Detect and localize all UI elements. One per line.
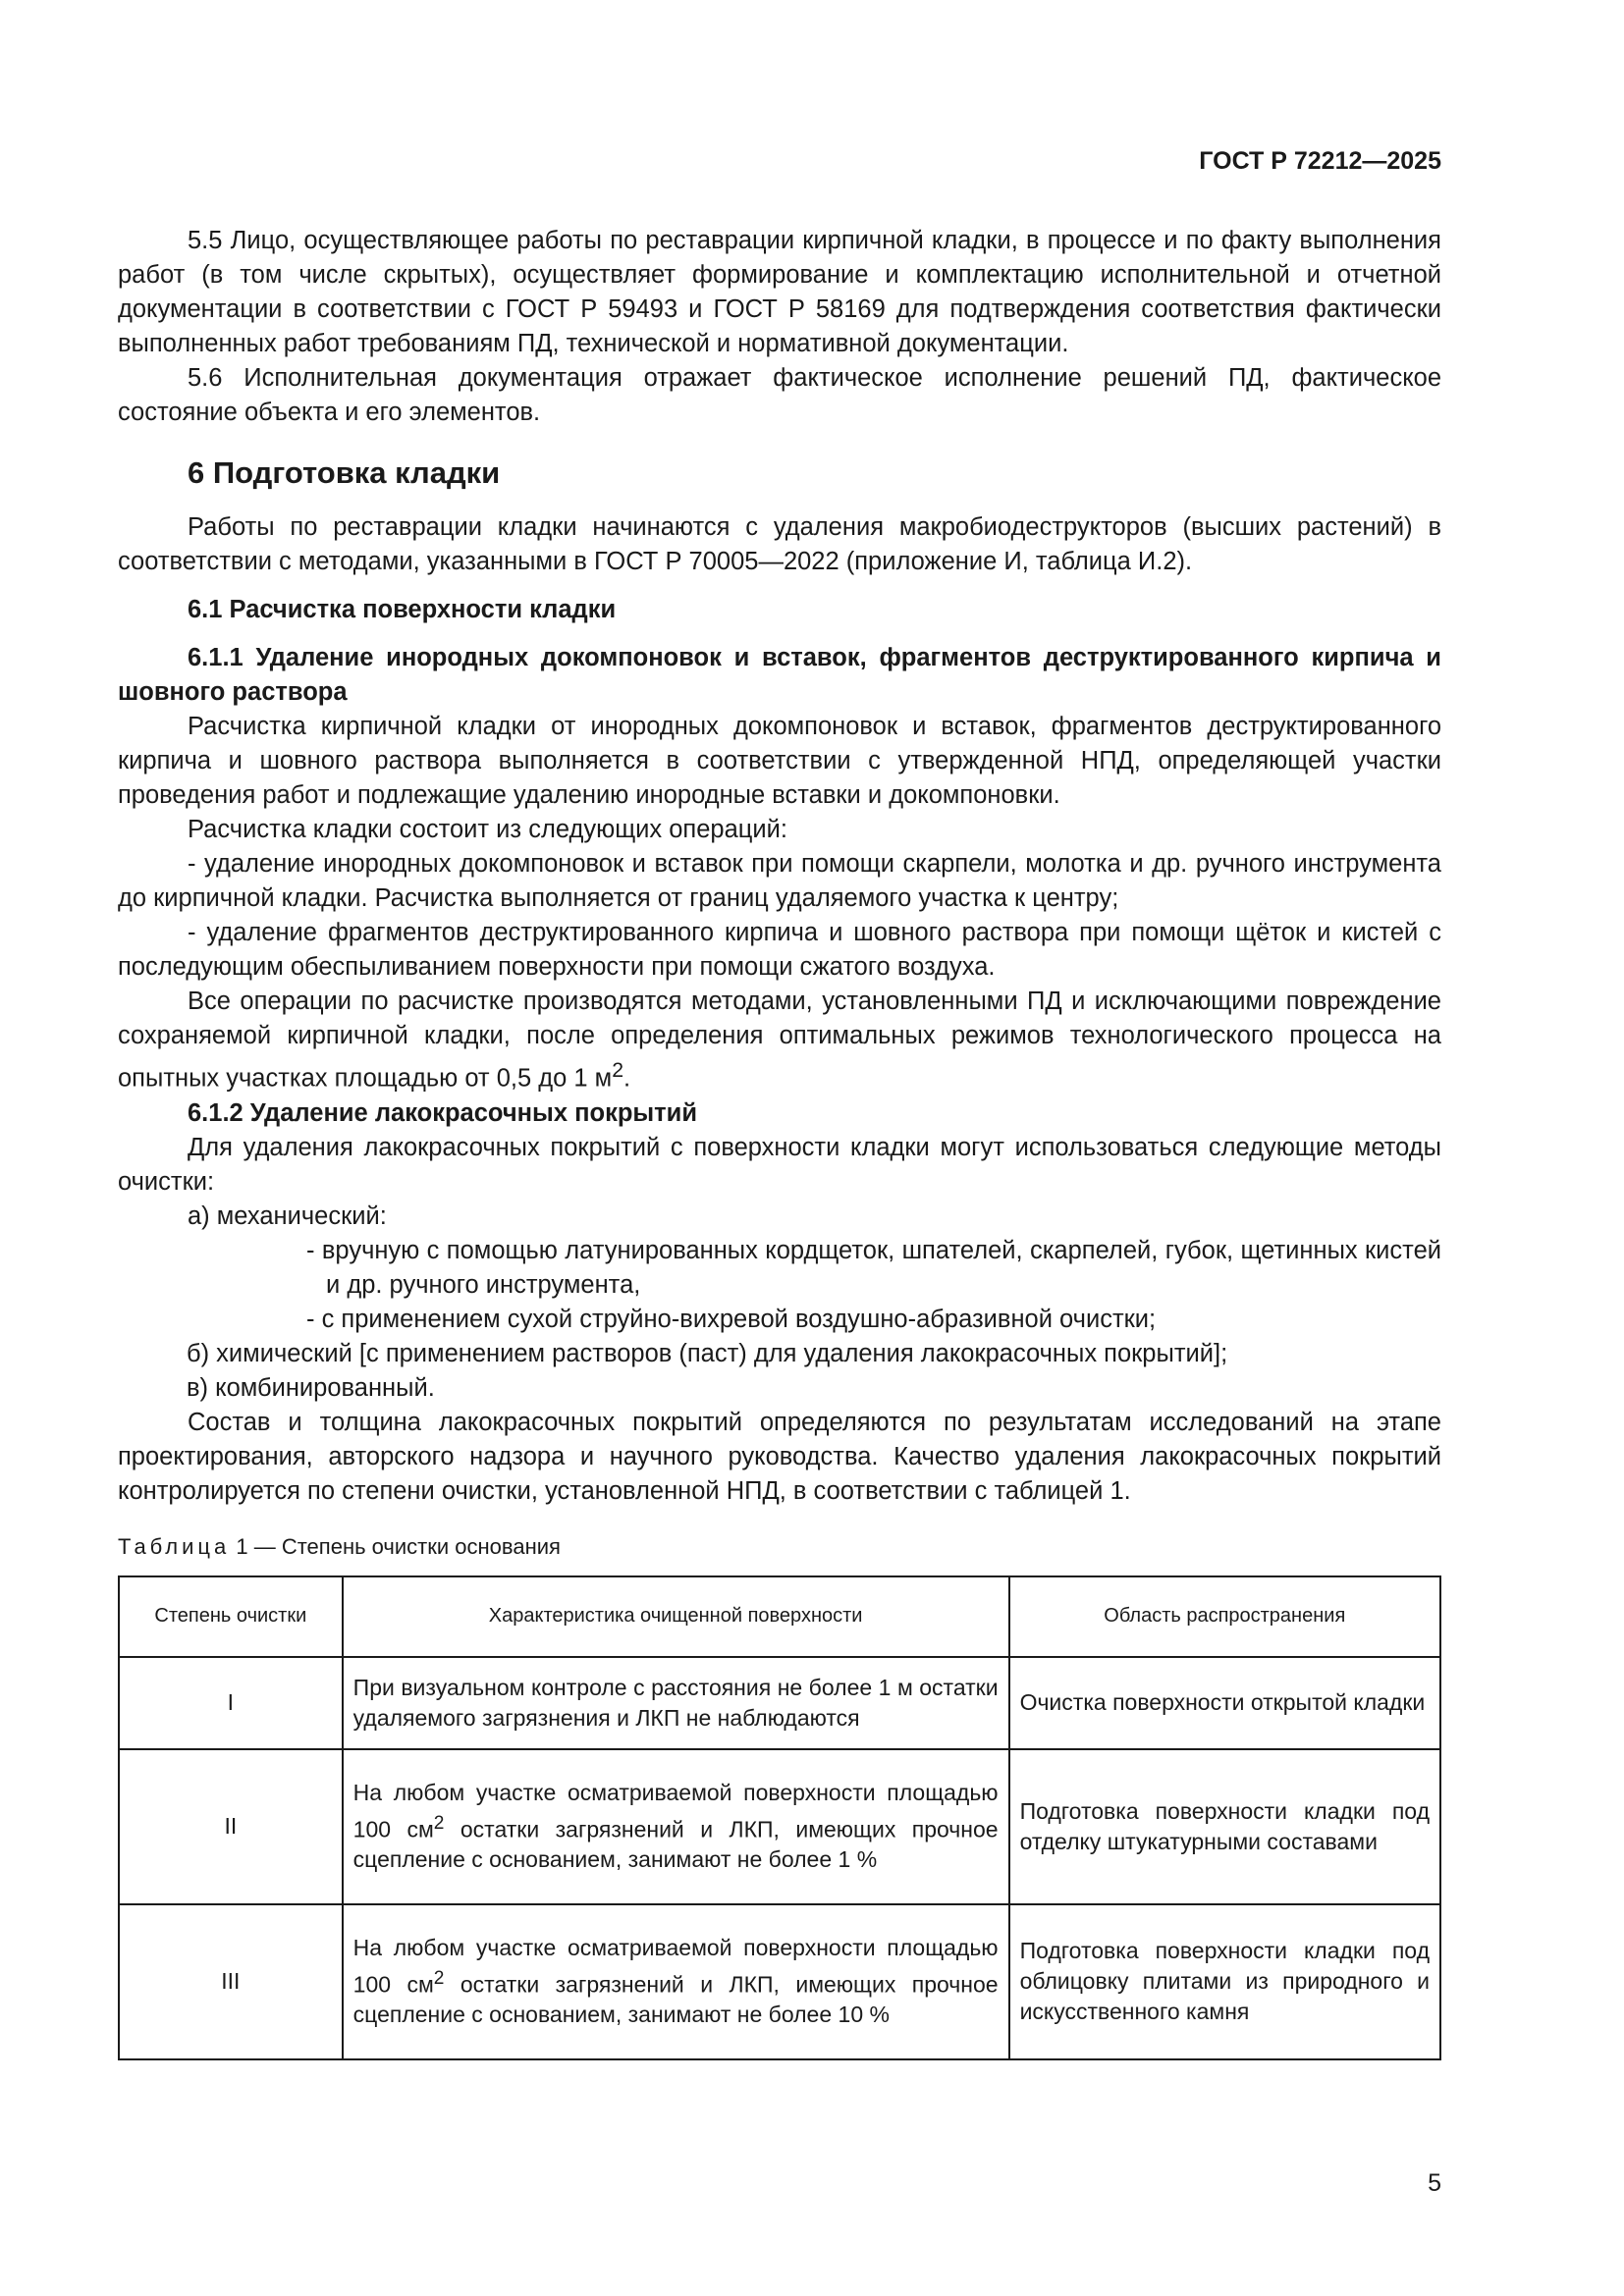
column-header-area: Область распространения (1009, 1576, 1440, 1657)
cell-degree: I (119, 1657, 343, 1749)
column-header-degree: Степень очистки (119, 1576, 343, 1657)
list-item-a: а) механический: (188, 1201, 387, 1230)
dash-item-1: - удаление инородных докомпоновок и вставок при помощи скарпели, молотка и др. ручного инструмента до кирпичной кладки. Расчистка выполняется от границ удаляемого участка к центру; (118, 850, 1441, 912)
paragraph-6-1-2-b: Состав и толщина лакокрасочных покрытий определяются по результатам исследований на этапе проектирования, авторского надзора и научного руководства. Качество удаления лакокрасочных покрытий контролируется по степени очистки, установленной НПД, в соответствии с таблицей 1. (118, 1408, 1441, 1505)
list-item-b: б) химический [с применением растворов (паст) для удаления лакокрасочных покрытий]; (187, 1339, 1228, 1367)
cell-characteristic-text-end: остатки загрязнений и ЛКП, имеющих прочное сцепление с основанием, занимают не более 10 % (352, 1971, 999, 2028)
subsection-6-1-1-heading: 6.1.1 Удаление инородных докомпоновок и вставок, фрагментов деструктированного кирпича и шовного раствора (118, 644, 1441, 706)
list-item-c: в) комбинированный. (187, 1373, 435, 1402)
cleaning-degree-table (118, 1575, 1441, 2060)
cell-characteristic-text-end: остатки загрязнений и ЛКП, имеющих прочное сцепление с основанием, занимают не более 1 % (352, 1816, 999, 1873)
cell-characteristic-text: На любом участке осматриваемой поверхности площадью 100 см (352, 1934, 999, 1998)
column-header-characteristic: Характеристика очищенной поверхности (343, 1576, 1009, 1657)
cell-area: Подготовка поверхности кладки под отделку штукатурными составами (1009, 1749, 1440, 1904)
table-row (119, 1904, 1440, 2059)
superscript-2: 2 (612, 1058, 624, 1082)
paragraph-6-1-1-c (118, 985, 1441, 1096)
sub-item-2: - с применением сухой струйно-вихревой воздушно-абразивной очистки; (306, 1305, 1157, 1333)
cell-degree: II (119, 1749, 343, 1904)
cell-characteristic (343, 1749, 1009, 1904)
cell-characteristic (343, 1657, 1009, 1749)
cell-area: Подготовка поверхности кладки под облицовку плитами из природного и искусственного камня (1009, 1904, 1440, 2059)
cell-characteristic-text: На любом участке осматриваемой поверхности площадью 100 см (352, 1779, 999, 1842)
cell-characteristic-text: При визуальном контроле с расстояния не более 1 м остатки удаляемого загрязнения и ЛКП не наблюдаются (352, 1674, 999, 1731)
document-code: ГОСТ Р 72212—2025 (1199, 147, 1441, 175)
table-header-row (119, 1576, 1440, 1657)
paragraph-6-1-1-c-end: . (623, 1064, 631, 1093)
cell-area: Очистка поверхности открытой кладки (1009, 1657, 1440, 1749)
superscript-2: 2 (433, 1967, 445, 1989)
page-content (118, 224, 1441, 2060)
subsection-6-1-2-heading: 6.1.2 Удаление лакокрасочных покрытий (188, 1098, 698, 1127)
table-row (119, 1749, 1440, 1904)
cell-degree: III (119, 1904, 343, 2059)
paragraph-5-5: 5.5 Лицо, осуществляющее работы по реставрации кирпичной кладки, в процессе и по факту выполнения работ (в том числе скрытых), осуществляет формирование и комплектацию исполнительной и отчетной документации в соответствии с ГОСТ Р 59493 и ГОСТ Р 58169 для подтверждения соответствия фактически выполненных работ требованиям ПД, технической и нормативной документации. (118, 227, 1441, 357)
section-6-intro: Работы по реставрации кладки начинаются с удаления макробиодеструкторов (высших растений) в соответствии с методами, указанными в ГОСТ Р 70005—2022 (приложение И, таблица И.2). (118, 513, 1441, 575)
subsection-6-1-heading: 6.1 Расчистка поверхности кладки (188, 596, 617, 623)
paragraph-6-1-1-a: Расчистка кирпичной кладки от инородных докомпоновок и вставок, фрагментов деструктированного кирпича и шовного раствора выполняется в соответствии с утвержденной НПД, определяющей участки проведения работ и подлежащие удалению инородные вставки и докомпоновки. (118, 713, 1441, 809)
page-number: 5 (1428, 2169, 1441, 2197)
table-caption-word: Таблица (118, 1533, 231, 1559)
table-row (119, 1657, 1440, 1749)
dash-item-2: - удаление фрагментов деструктированного кирпича и шовного раствора при помощи щёток и кистей с последующим обеспыливанием поверхности при помощи сжатого воздуха. (118, 919, 1441, 981)
sub-item-1: - вручную с помощью латунированных кордщеток, шпателей, скарпелей, губок, щетинных кистей и др. ручного инструмента, (306, 1236, 1441, 1299)
superscript-2: 2 (433, 1812, 445, 1834)
paragraph-6-1-1-b: Расчистка кладки состоит из следующих операций: (188, 816, 787, 843)
table-caption-rest: 1 — Степень очистки основания (230, 1533, 561, 1559)
cell-characteristic (343, 1904, 1009, 2059)
table-caption (118, 1534, 1441, 1560)
paragraph-6-1-1-c-text: Все операции по расчистке производятся методами, установленными ПД и исключающими повреждение сохраняемой кирпичной кладки, после определения оптимальных режимов технологического процесса на опытных участках площадью от 0,5 до 1 м (118, 988, 1441, 1093)
paragraph-5-6: 5.6 Исполнительная документация отражает фактическое исполнение решений ПД, фактическое состояние объекта и его элементов. (118, 364, 1441, 426)
section-6-heading: 6 Подготовка кладки (188, 455, 501, 490)
paragraph-6-1-2-a: Для удаления лакокрасочных покрытий с поверхности кладки могут использоваться следующие методы очистки: (118, 1133, 1441, 1196)
